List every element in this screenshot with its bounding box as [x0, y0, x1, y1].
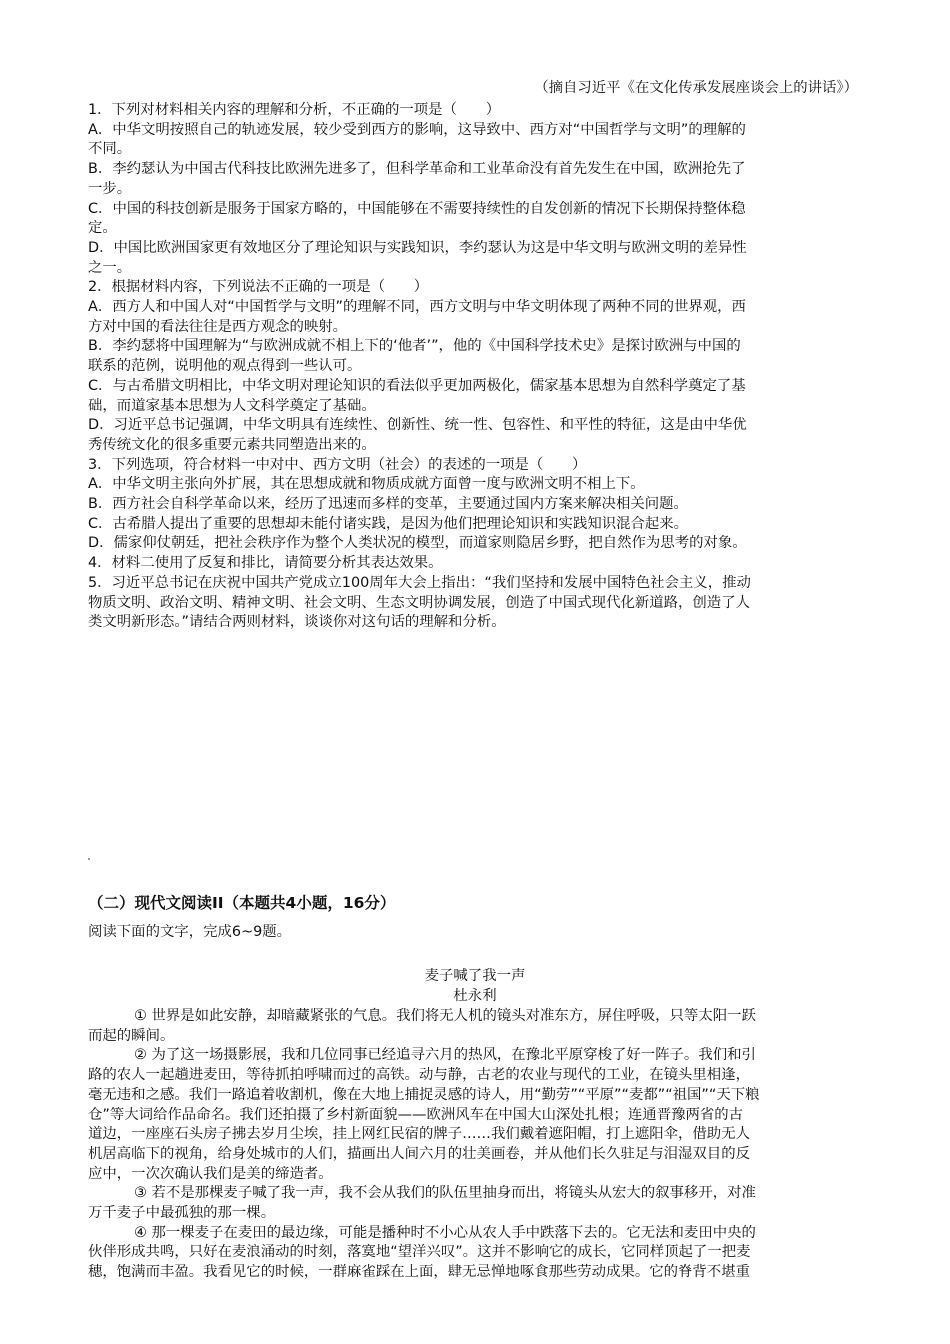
question-line: C．与古希腊文明相比，中华文明对理论知识的看法似乎更加两极化，儒家基本思想为自然科学奠定了基 [88, 377, 746, 394]
question-line: A．中华文明主张向外扩展，其在思想成就和物质成就方面曾一度与欧洲文明不相上下。 [88, 476, 645, 493]
essay-paragraph-line: 而起的瞬间。 [88, 1027, 175, 1044]
essay-paragraph-line: ② 为了这一场摄影展，我和几位同事已经追寻六月的热风，在豫北平原穿梭了好一阵子。我们和引 [134, 1047, 756, 1064]
question-line: C．中国的科技创新是服务于国家方略的，中国能够在不需要持续性的自发创新的情况下长期保持整体稳 [88, 200, 746, 217]
essay-paragraph-line: 伙伴形成共鸣，只好在麦浪涌动的时刻，落寞地“望洋兴叹”。这并不影响它的成长，它同样顶起了一把麦 [88, 1244, 751, 1261]
question-line: B．李约瑟认为中国古代科技比欧洲先进多了，但科学革命和工业革命没有首先发生在中国，欧洲抢先了 [88, 161, 746, 178]
question-line: C．古希腊人提出了重要的思想却未能付诸实践，是因为他们把理论知识和实践知识混合起来。 [88, 515, 689, 532]
question-list [88, 101, 863, 633]
essay-paragraph-line: 穗，饱满而丰盈。我看见它的时候，一群麻雀踩在上面，肆无忌惮地啄食那些劳动成果。它的脊背不堪重 [88, 1264, 750, 1281]
essay-body [88, 1007, 863, 1283]
stray-mark [88, 858, 90, 860]
question-line: D．儒家仰仗朝廷，把社会秩序作为整个人类状况的模型，而道家则隐居乡野，把自然作为思考的对象。 [88, 535, 747, 552]
question-line: 类文明新形态。”请结合两则材料，谈谈你对这句话的理解和分析。 [88, 614, 506, 631]
source-citation: （摘自习近平《在文化传承发展座谈会上的讲话》） [534, 80, 858, 96]
essay-paragraph-line: 路的农人一起趟进麦田，等待抓拍呼啸而过的高铁。动与静，古老的农业与现代的工业，在镜头里相逢， [88, 1067, 750, 1084]
essay-paragraph-line: ③ 若不是那棵麦子喊了我一声，我不会从我们的队伍里抽身而出，将镜头从宏大的叙事移开，对准 [134, 1185, 756, 1202]
question-line: B．西方社会自科学革命以来，经历了迅速而多样的变革，主要通过国内方案来解决相关问题。 [88, 496, 688, 513]
essay-paragraph-line: ① 世界是如此安静，却暗藏紧张的气息。我们将无人机的镜头对准东方，屏住呼吸，只等太阳一跃 [134, 1008, 756, 1024]
section-title: （二）现代文阅读II（本题共4小题，16分） [88, 894, 396, 912]
question-line: 秀传统文化的很多重要元素共同塑造出来的。 [88, 436, 376, 453]
essay-paragraph-line: 万千麦子中最孤独的那一棵。 [88, 1205, 276, 1222]
question-line: 4．材料二使用了反复和排比，请简要分析其表达效果。 [88, 555, 443, 572]
question-line: D．习近平总书记强调，中华文明具有连续性、创新性、统一性、包容性、和平性的特征，这是由中华优 [88, 417, 747, 434]
essay-paragraph-line: 仓”等大词给作品命名。我们还拍摄了乡村新面貌——欧洲风车在中国大山深处扎根；连通晋豫两省的古 [88, 1106, 744, 1123]
reading-instruction: 阅读下面的文字，完成6~9题。 [88, 924, 292, 940]
question-line: A．西方人和中国人对“中国哲学与文明”的理解不同，西方文明与中华文明体现了两种不同的世界观，西 [88, 299, 746, 316]
essay-author: 杜永利 [453, 988, 497, 1004]
question-line: A．中华文明按照自己的轨迹发展，较少受到西方的影响，这导致中、西方对“中国哲学与文明”的理解的 [88, 121, 746, 138]
question-line: 一步。 [88, 180, 132, 197]
question-line: 5．习近平总书记在庆祝中国共产党成立100周年大会上指出：“我们坚持和发展中国特色社会主义，推动 [88, 574, 751, 591]
essay-paragraph-line: 毫无违和之感。我们一路追着收割机，像在大地上捕捉灵感的诗人，用“勤劳”“平原”“麦都”“祖国”“天下粮 [88, 1086, 760, 1103]
question-line: 础，而道家基本思想为人文科学奠定了基础。 [88, 397, 376, 414]
essay-paragraph-line: 道边，一座座石头房子拂去岁月尘埃，挂上网红民宿的牌子……我们戴着遮阳帽，打上遮阳伞，借助无人 [88, 1126, 750, 1143]
question-line: 方对中国的看法往往是西方观念的映射。 [88, 318, 348, 335]
question-line: 1．下列对材料相关内容的理解和分析，不正确的一项是（ ） [88, 102, 501, 118]
question-line: B．李约瑟将中国理解为“与欧洲成就不相上下的‘他者’”，他的《中国科学技术史》是探讨欧洲与中国的 [88, 338, 741, 355]
essay-title: 麦子喊了我一声 [424, 968, 526, 984]
question-line: 物质文明、政治文明、精神文明、社会文明、生态文明协调发展，创造了中国式现代化新道路，创造了人 [88, 594, 750, 611]
question-line: 联系的范例，说明他的观点得到一些认可。 [88, 358, 362, 375]
question-line: 不同。 [88, 141, 132, 158]
question-line: D．中国比欧洲国家更有效地区分了理论知识与实践知识，李约瑟认为这是中华文明与欧洲文明的差异性 [88, 239, 747, 256]
question-line: 之一。 [88, 259, 132, 276]
essay-paragraph-line: ④ 那一棵麦子在麦田的最边缘，可能是播种时不小心从农人手中跌落下去的。它无法和麦田中央的 [134, 1224, 756, 1241]
essay-paragraph-line: 机居高临下的视角，给身处城市的人们，描画出人间六月的壮美画卷，并从他们长久驻足与泪湿双目的反 [88, 1145, 750, 1162]
question-line: 2．根据材料内容，下列说法不正确的一项是（ ） [88, 279, 429, 296]
question-line: 定。 [88, 220, 117, 237]
question-line: 3．下列选项，符合材料一中对中、西方文明（社会）的表述的一项是（ ） [88, 456, 587, 473]
essay-paragraph-line: 应中，一次次确认我们是美的缔造者。 [88, 1165, 333, 1182]
